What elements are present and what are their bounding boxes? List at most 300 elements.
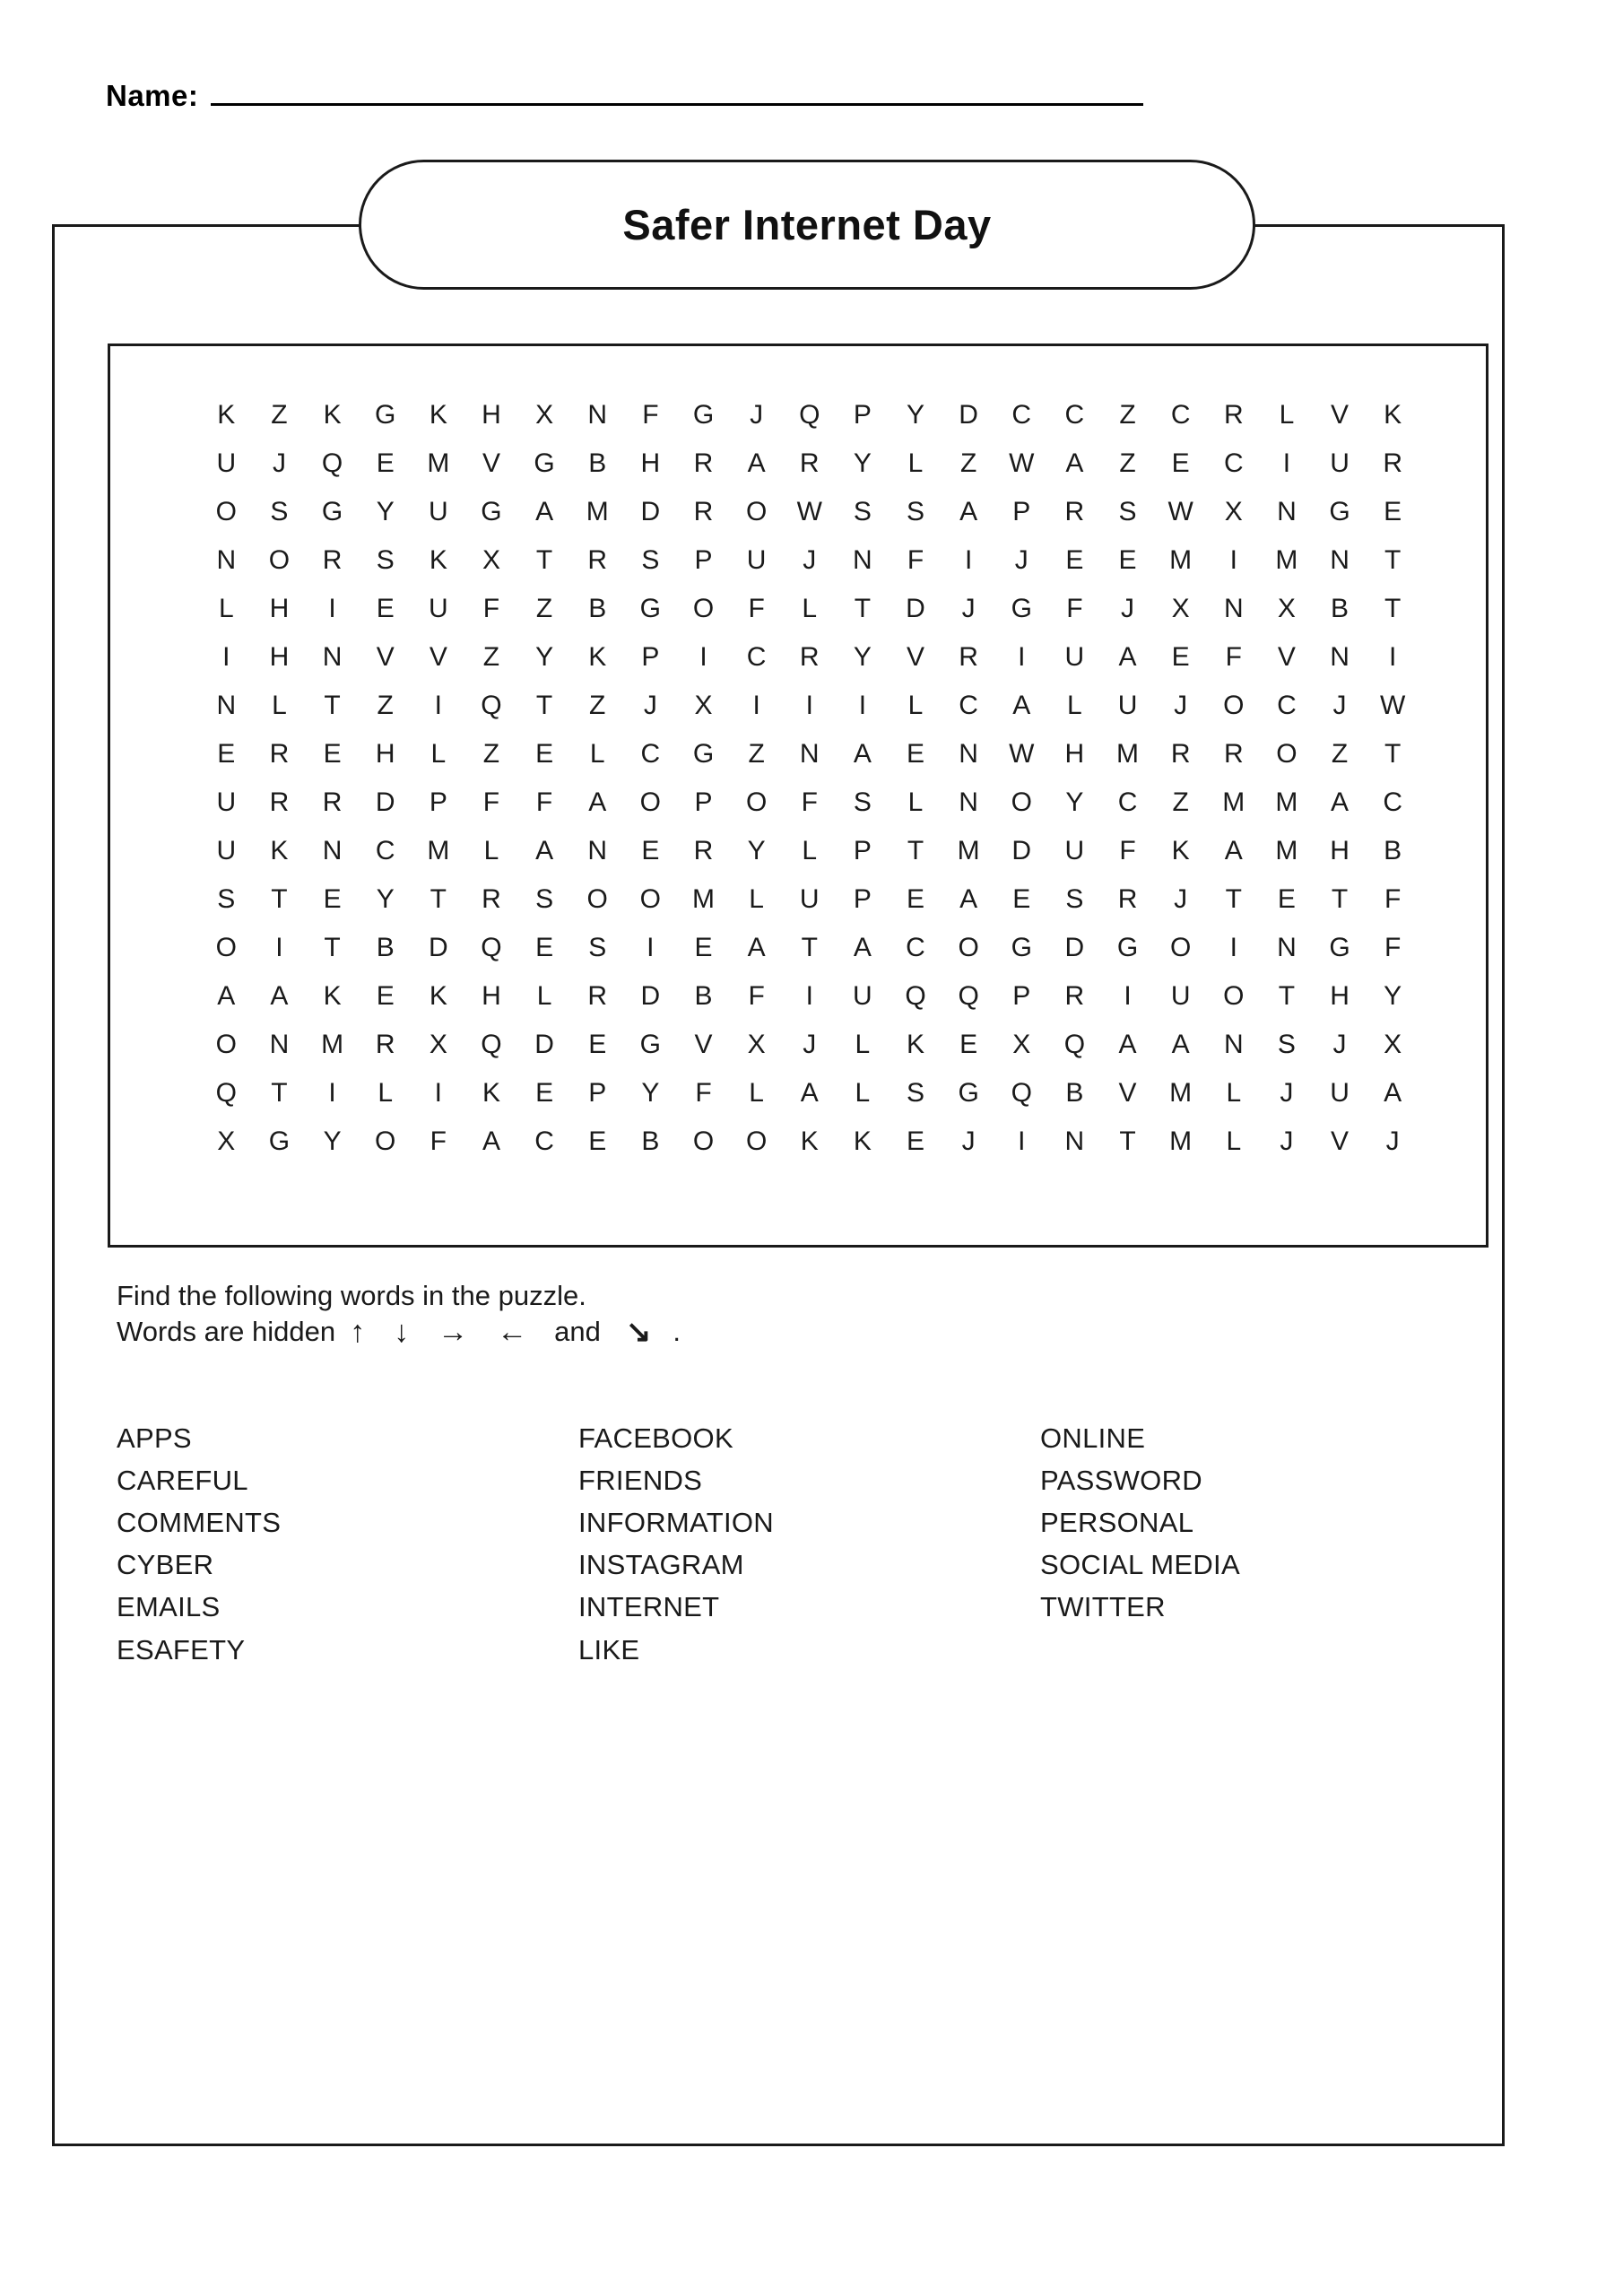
grid-letter[interactable]: O (268, 545, 291, 575)
grid-letter[interactable]: O (639, 884, 662, 914)
grid-letter[interactable]: J (961, 1126, 976, 1156)
grid-letter[interactable]: N (959, 787, 979, 817)
grid-letter[interactable]: O (586, 884, 609, 914)
word-list-item[interactable]: INFORMATION (578, 1507, 774, 1539)
grid-letter[interactable]: T (535, 691, 553, 720)
grid-letter[interactable]: W (1380, 691, 1406, 720)
grid-letter[interactable]: U (799, 884, 820, 914)
grid-letter[interactable]: M (427, 836, 450, 865)
grid-letter[interactable]: E (694, 933, 713, 962)
grid-letter[interactable]: D (640, 497, 661, 526)
grid-letter[interactable]: Z (1331, 739, 1349, 769)
grid-letter[interactable]: X (1171, 594, 1191, 623)
grid-letter[interactable]: C (1117, 787, 1138, 817)
grid-letter[interactable]: S (217, 884, 236, 914)
grid-letter[interactable]: Q (321, 448, 343, 478)
grid-letter[interactable]: N (1223, 594, 1245, 623)
grid-letter[interactable]: R (1223, 400, 1245, 430)
grid-letter[interactable]: E (588, 1126, 607, 1156)
grid-letter[interactable]: K (1171, 836, 1191, 865)
grid-letter[interactable]: F (535, 787, 553, 817)
grid-letter[interactable]: S (535, 884, 554, 914)
grid-letter[interactable]: S (1277, 1030, 1297, 1059)
grid-letter[interactable]: Y (323, 1126, 343, 1156)
grid-letter[interactable]: C (959, 691, 979, 720)
grid-letter[interactable]: A (853, 739, 872, 769)
grid-letter[interactable]: E (323, 739, 343, 769)
grid-letter[interactable]: B (1065, 1078, 1084, 1108)
grid-letter[interactable]: R (693, 836, 714, 865)
grid-letter[interactable]: K (217, 400, 236, 430)
grid-letter[interactable]: W (1009, 739, 1035, 769)
grid-letter[interactable]: I (1229, 933, 1238, 962)
grid-letter[interactable]: E (906, 884, 925, 914)
grid-letter[interactable]: C (1011, 400, 1032, 430)
grid-letter[interactable]: E (588, 1030, 607, 1059)
grid-letter[interactable]: L (1067, 691, 1083, 720)
grid-letter[interactable]: E (217, 739, 236, 769)
grid-letter[interactable]: T (430, 884, 447, 914)
grid-letter[interactable]: Q (799, 400, 820, 430)
grid-letter[interactable]: F (642, 400, 660, 430)
grid-letter[interactable]: T (324, 691, 342, 720)
grid-letter[interactable]: K (1384, 400, 1402, 430)
grid-letter[interactable]: E (1277, 884, 1297, 914)
grid-letter[interactable]: O (215, 497, 238, 526)
grid-letter[interactable]: Q (1011, 1078, 1033, 1108)
grid-letter[interactable]: L (907, 787, 924, 817)
grid-letter[interactable]: K (588, 642, 607, 672)
grid-letter[interactable]: J (1332, 1030, 1348, 1059)
grid-letter[interactable]: J (1174, 691, 1188, 720)
grid-letter[interactable]: A (270, 981, 289, 1011)
grid-letter[interactable]: G (1011, 594, 1033, 623)
grid-letter[interactable]: S (270, 497, 289, 526)
grid-letter[interactable]: F (748, 981, 766, 1011)
grid-letter[interactable]: Y (376, 497, 395, 526)
grid-letter[interactable]: J (1121, 594, 1135, 623)
grid-letter[interactable]: Y (906, 400, 925, 430)
grid-letter[interactable]: F (430, 1126, 447, 1156)
word-list-item[interactable]: ESAFETY (117, 1633, 246, 1665)
grid-letter[interactable]: M (427, 448, 450, 478)
grid-letter[interactable]: N (853, 545, 873, 575)
grid-letter[interactable]: W (1167, 497, 1194, 526)
grid-letter[interactable]: F (907, 545, 924, 575)
grid-letter[interactable]: K (800, 1126, 820, 1156)
grid-letter[interactable]: F (1384, 933, 1402, 962)
grid-letter[interactable]: K (429, 400, 448, 430)
grid-letter[interactable]: H (269, 642, 290, 672)
grid-letter[interactable]: I (1018, 1126, 1026, 1156)
grid-letter[interactable]: Z (748, 739, 766, 769)
grid-letter[interactable]: X (482, 545, 501, 575)
grid-letter[interactable]: A (1118, 642, 1138, 672)
word-list-item[interactable]: FACEBOOK (578, 1422, 733, 1454)
grid-letter[interactable]: A (959, 497, 978, 526)
grid-letter[interactable]: B (588, 448, 607, 478)
grid-letter[interactable]: E (959, 1030, 978, 1059)
grid-letter[interactable]: F (1225, 642, 1243, 672)
grid-letter[interactable]: M (1275, 836, 1298, 865)
grid-letter[interactable]: I (328, 594, 337, 623)
grid-letter[interactable]: F (1119, 836, 1137, 865)
word-list-item[interactable]: PERSONAL (1040, 1507, 1194, 1539)
grid-letter[interactable]: E (376, 594, 395, 623)
word-list-item[interactable]: LIKE (578, 1633, 640, 1665)
grid-letter[interactable]: B (694, 981, 713, 1011)
grid-letter[interactable]: L (1226, 1126, 1242, 1156)
grid-letter[interactable]: S (853, 787, 872, 817)
grid-letter[interactable]: B (641, 1126, 660, 1156)
grid-letter[interactable]: R (269, 739, 290, 769)
grid-letter[interactable]: O (745, 787, 768, 817)
grid-letter[interactable]: J (1385, 1126, 1401, 1156)
grid-letter[interactable]: K (323, 400, 343, 430)
grid-letter[interactable]: S (906, 1078, 925, 1108)
grid-letter[interactable]: N (959, 739, 979, 769)
grid-letter[interactable]: E (1171, 642, 1191, 672)
grid-letter[interactable]: M (1169, 1078, 1193, 1108)
grid-letter[interactable]: Q (958, 981, 980, 1011)
grid-letter[interactable]: I (964, 545, 973, 575)
grid-letter[interactable]: L (855, 1030, 871, 1059)
grid-letter[interactable]: U (216, 448, 237, 478)
grid-letter[interactable]: J (750, 400, 764, 430)
grid-letter[interactable]: L (749, 1078, 765, 1108)
grid-letter[interactable]: P (853, 836, 872, 865)
grid-letter[interactable]: C (1277, 691, 1298, 720)
grid-letter[interactable]: I (752, 691, 761, 720)
grid-letter[interactable]: A (800, 1078, 820, 1108)
grid-letter[interactable]: M (957, 836, 981, 865)
grid-letter[interactable]: U (1330, 448, 1350, 478)
word-list-item[interactable]: ONLINE (1040, 1422, 1146, 1454)
grid-letter[interactable]: G (1329, 933, 1351, 962)
grid-letter[interactable]: P (429, 787, 448, 817)
grid-letter[interactable]: O (745, 497, 768, 526)
grid-letter[interactable]: J (961, 594, 976, 623)
grid-letter[interactable]: J (1280, 1078, 1294, 1108)
grid-letter[interactable]: Y (1065, 787, 1084, 817)
word-list-item[interactable]: PASSWORD (1040, 1465, 1202, 1497)
grid-letter[interactable]: D (1011, 836, 1032, 865)
grid-letter[interactable]: A (1384, 1078, 1402, 1108)
grid-letter[interactable]: O (1223, 981, 1245, 1011)
grid-letter[interactable]: I (434, 691, 443, 720)
grid-letter[interactable]: L (483, 836, 499, 865)
grid-letter[interactable]: R (322, 787, 343, 817)
grid-letter[interactable]: A (535, 497, 554, 526)
grid-letter[interactable]: J (1332, 691, 1348, 720)
word-list-item[interactable]: COMMENTS (117, 1507, 282, 1539)
grid-letter[interactable]: V (694, 1030, 713, 1059)
grid-letter[interactable]: A (1065, 448, 1084, 478)
grid-letter[interactable]: V (429, 642, 448, 672)
grid-letter[interactable]: G (639, 1030, 662, 1059)
grid-letter[interactable]: F (1066, 594, 1084, 623)
grid-letter[interactable]: O (1276, 739, 1298, 769)
grid-letter[interactable]: P (1012, 497, 1031, 526)
grid-letter[interactable]: C (746, 642, 767, 672)
grid-letter[interactable]: T (324, 933, 342, 962)
grid-letter[interactable]: E (906, 1126, 925, 1156)
grid-letter[interactable]: X (429, 1030, 448, 1059)
grid-letter[interactable]: E (1065, 545, 1084, 575)
grid-letter[interactable]: T (1225, 884, 1243, 914)
grid-letter[interactable]: L (749, 884, 765, 914)
grid-letter[interactable]: B (588, 594, 607, 623)
grid-letter[interactable]: M (321, 1030, 344, 1059)
grid-letter[interactable]: N (322, 642, 343, 672)
grid-letter[interactable]: C (640, 739, 661, 769)
grid-letter[interactable]: K (853, 1126, 872, 1156)
grid-letter[interactable]: R (1223, 739, 1245, 769)
grid-letter[interactable]: F (695, 1078, 713, 1108)
grid-letter[interactable]: R (1064, 981, 1085, 1011)
grid-letter[interactable]: E (906, 739, 925, 769)
grid-letter[interactable]: A (1012, 691, 1031, 720)
grid-letter[interactable]: T (535, 545, 553, 575)
grid-letter[interactable]: Y (376, 884, 395, 914)
grid-letter[interactable]: M (691, 884, 716, 914)
grid-letter[interactable]: O (215, 933, 238, 962)
grid-letter[interactable]: R (375, 1030, 396, 1059)
grid-letter[interactable]: O (1169, 933, 1192, 962)
grid-letter[interactable]: P (853, 400, 872, 430)
grid-letter[interactable]: T (907, 836, 924, 865)
grid-letter[interactable]: B (376, 933, 395, 962)
word-list-item[interactable]: INSTAGRAM (578, 1549, 744, 1581)
grid-letter[interactable]: G (1116, 933, 1139, 962)
grid-letter[interactable]: M (586, 497, 610, 526)
grid-letter[interactable]: D (428, 933, 449, 962)
grid-letter[interactable]: Q (481, 933, 503, 962)
grid-letter[interactable]: M (1116, 739, 1140, 769)
grid-letter[interactable]: G (692, 400, 715, 430)
grid-letter[interactable]: Z (1172, 787, 1190, 817)
grid-letter[interactable]: N (587, 400, 608, 430)
grid-letter[interactable]: J (803, 1030, 817, 1059)
grid-letter[interactable]: J (803, 545, 817, 575)
grid-letter[interactable]: U (216, 787, 237, 817)
grid-letter[interactable]: R (693, 448, 714, 478)
grid-letter[interactable]: S (588, 933, 607, 962)
grid-letter[interactable]: R (482, 884, 502, 914)
grid-letter[interactable]: I (1282, 448, 1291, 478)
grid-letter[interactable]: K (323, 981, 343, 1011)
grid-letter[interactable]: E (376, 448, 395, 478)
grid-letter[interactable]: D (534, 1030, 555, 1059)
grid-letter[interactable]: G (375, 400, 396, 430)
grid-letter[interactable]: V (1331, 400, 1350, 430)
grid-letter[interactable]: Z (1119, 400, 1137, 430)
grid-letter[interactable]: H (482, 981, 502, 1011)
grid-letter[interactable]: J (1174, 884, 1188, 914)
grid-letter[interactable]: Z (1119, 448, 1137, 478)
grid-letter[interactable]: Z (271, 400, 289, 430)
word-list-item[interactable]: CYBER (117, 1549, 214, 1581)
grid-letter[interactable]: E (1171, 448, 1191, 478)
grid-letter[interactable]: C (534, 1126, 555, 1156)
grid-letter[interactable]: R (1170, 739, 1191, 769)
grid-letter[interactable]: D (959, 400, 979, 430)
word-list-item[interactable]: FRIENDS (578, 1465, 703, 1497)
grid-letter[interactable]: I (805, 691, 814, 720)
grid-letter[interactable]: U (1330, 1078, 1350, 1108)
grid-letter[interactable]: T (1384, 594, 1402, 623)
grid-letter[interactable]: I (434, 1078, 443, 1108)
grid-letter[interactable]: N (1223, 1030, 1245, 1059)
grid-letter[interactable]: A (1171, 1030, 1191, 1059)
grid-letter[interactable]: T (1119, 1126, 1137, 1156)
grid-letter[interactable]: X (747, 1030, 767, 1059)
grid-letter[interactable]: L (430, 739, 447, 769)
word-list-item[interactable]: SOCIAL MEDIA (1040, 1549, 1240, 1581)
grid-letter[interactable]: K (270, 836, 289, 865)
grid-letter[interactable]: Q (215, 1078, 238, 1108)
grid-letter[interactable]: N (322, 836, 343, 865)
grid-letter[interactable]: X (535, 400, 554, 430)
grid-letter[interactable]: D (1064, 933, 1085, 962)
grid-letter[interactable]: N (1064, 1126, 1085, 1156)
grid-letter[interactable]: M (1169, 1126, 1193, 1156)
grid-letter[interactable]: S (641, 545, 660, 575)
grid-letter[interactable]: R (799, 642, 820, 672)
grid-letter[interactable]: P (853, 884, 872, 914)
grid-letter[interactable]: J (1014, 545, 1029, 575)
grid-letter[interactable]: E (535, 1078, 554, 1108)
grid-letter[interactable]: T (801, 933, 819, 962)
grid-letter[interactable]: U (428, 594, 449, 623)
grid-letter[interactable]: Z (482, 739, 500, 769)
grid-letter[interactable]: S (1118, 497, 1138, 526)
grid-letter[interactable]: N (1277, 497, 1298, 526)
grid-letter[interactable]: M (1222, 787, 1245, 817)
grid-letter[interactable]: V (1118, 1078, 1138, 1108)
grid-letter[interactable]: R (587, 545, 608, 575)
grid-letter[interactable]: E (1012, 884, 1031, 914)
grid-letter[interactable]: E (376, 981, 395, 1011)
grid-letter[interactable]: U (1064, 836, 1085, 865)
grid-letter[interactable]: G (268, 1126, 291, 1156)
grid-letter[interactable]: D (906, 594, 926, 623)
grid-letter[interactable]: E (323, 884, 343, 914)
grid-letter[interactable]: I (1124, 981, 1133, 1011)
grid-letter[interactable]: X (694, 691, 713, 720)
grid-letter[interactable]: O (692, 594, 715, 623)
grid-letter[interactable]: R (322, 545, 343, 575)
grid-letter[interactable]: R (1117, 884, 1138, 914)
grid-letter[interactable]: A (747, 933, 767, 962)
grid-letter[interactable]: A (1224, 836, 1244, 865)
grid-letter[interactable]: G (958, 1078, 980, 1108)
grid-letter[interactable]: T (1278, 981, 1296, 1011)
grid-letter[interactable]: Q (1063, 1030, 1086, 1059)
grid-letter[interactable]: E (641, 836, 660, 865)
grid-letter[interactable]: R (1064, 497, 1085, 526)
grid-letter[interactable]: K (482, 1078, 501, 1108)
word-list-item[interactable]: TWITTER (1040, 1591, 1166, 1623)
grid-letter[interactable]: X (1277, 594, 1297, 623)
grid-letter[interactable]: I (1229, 545, 1238, 575)
grid-letter[interactable]: N (1330, 545, 1350, 575)
grid-letter[interactable]: M (1275, 787, 1298, 817)
grid-letter[interactable]: S (1065, 884, 1084, 914)
grid-letter[interactable]: N (269, 1030, 290, 1059)
grid-letter[interactable]: A (588, 787, 607, 817)
grid-letter[interactable]: Y (747, 836, 767, 865)
grid-letter[interactable]: V (906, 642, 925, 672)
grid-letter[interactable]: L (907, 691, 924, 720)
grid-letter[interactable]: P (694, 545, 713, 575)
word-list-item[interactable]: EMAILS (117, 1591, 221, 1623)
grid-letter[interactable]: O (745, 1126, 768, 1156)
grid-letter[interactable]: I (699, 642, 708, 672)
grid-letter[interactable]: V (1277, 642, 1297, 672)
grid-letter[interactable]: X (1224, 497, 1244, 526)
grid-letter[interactable]: M (1169, 545, 1193, 575)
grid-letter[interactable]: L (536, 981, 552, 1011)
grid-letter[interactable]: T (271, 1078, 289, 1108)
grid-letter[interactable]: M (1275, 545, 1298, 575)
grid-letter[interactable]: G (1329, 497, 1351, 526)
grid-letter[interactable]: L (589, 739, 606, 769)
grid-letter[interactable]: O (958, 933, 980, 962)
grid-letter[interactable]: Y (535, 642, 554, 672)
grid-letter[interactable]: L (378, 1078, 394, 1108)
grid-letter[interactable]: N (587, 836, 608, 865)
grid-letter[interactable]: X (1384, 1030, 1402, 1059)
grid-letter[interactable]: K (429, 981, 448, 1011)
grid-letter[interactable]: D (640, 981, 661, 1011)
grid-letter[interactable]: U (853, 981, 873, 1011)
grid-letter[interactable]: I (858, 691, 867, 720)
grid-letter[interactable]: J (272, 448, 287, 478)
grid-letter[interactable]: G (321, 497, 343, 526)
grid-letter[interactable]: C (1064, 400, 1085, 430)
grid-letter[interactable]: I (1018, 642, 1026, 672)
grid-letter[interactable]: U (1170, 981, 1191, 1011)
grid-letter[interactable]: R (693, 497, 714, 526)
grid-letter[interactable]: H (1330, 836, 1350, 865)
grid-letter[interactable]: O (639, 787, 662, 817)
grid-letter[interactable]: L (1279, 400, 1295, 430)
grid-letter[interactable]: L (907, 448, 924, 478)
grid-letter[interactable]: U (746, 545, 767, 575)
grid-letter[interactable]: C (375, 836, 396, 865)
grid-letter[interactable]: K (429, 545, 448, 575)
grid-letter[interactable]: U (216, 836, 237, 865)
grid-letter[interactable]: A (1118, 1030, 1138, 1059)
grid-letter[interactable]: S (376, 545, 395, 575)
grid-letter[interactable]: N (799, 739, 820, 769)
grid-letter[interactable]: T (854, 594, 872, 623)
grid-letter[interactable]: B (1331, 594, 1350, 623)
grid-letter[interactable]: A (747, 448, 767, 478)
grid-letter[interactable]: Q (481, 1030, 503, 1059)
grid-letter[interactable]: P (588, 1078, 607, 1108)
grid-letter[interactable]: T (271, 884, 289, 914)
grid-letter[interactable]: L (855, 1078, 871, 1108)
grid-letter[interactable]: F (748, 594, 766, 623)
word-list-item[interactable]: INTERNET (578, 1591, 720, 1623)
grid-letter[interactable]: C (1223, 448, 1245, 478)
grid-letter[interactable]: L (1226, 1078, 1242, 1108)
grid-letter[interactable]: K (906, 1030, 925, 1059)
grid-letter[interactable]: Z (377, 691, 395, 720)
grid-letter[interactable]: V (376, 642, 395, 672)
